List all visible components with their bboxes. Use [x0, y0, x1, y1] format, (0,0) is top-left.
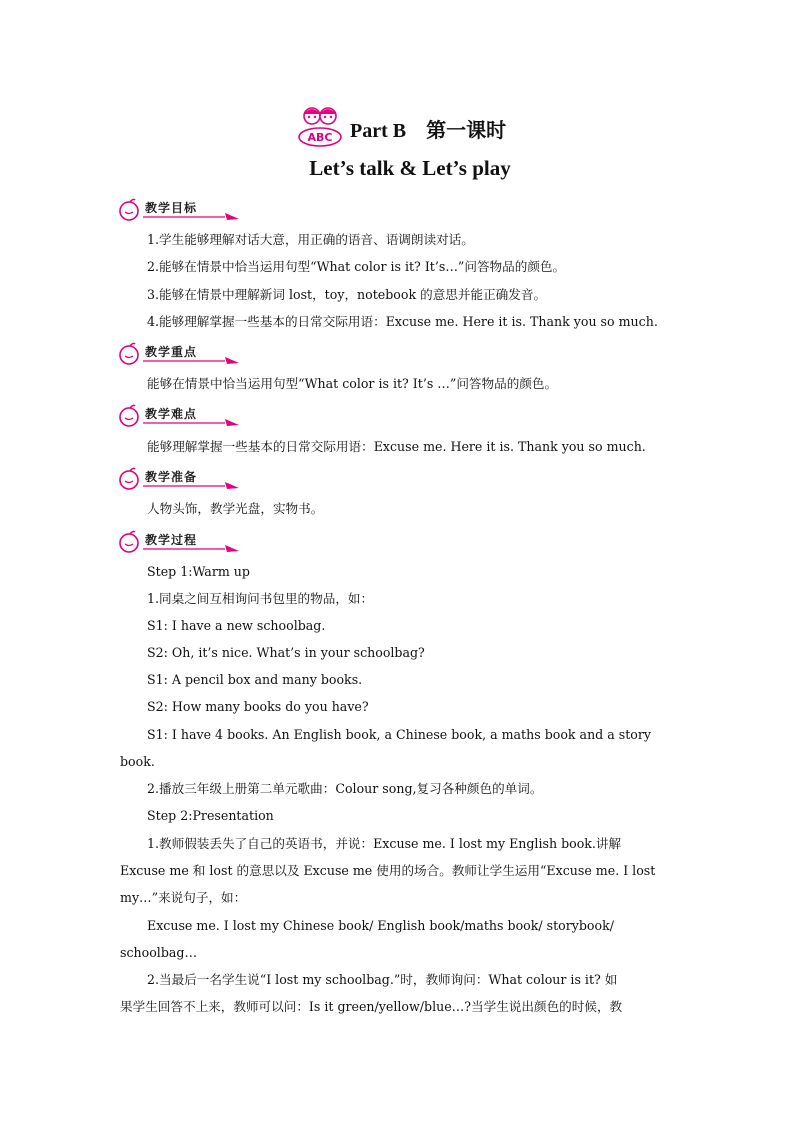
pen-underline-icon — [143, 480, 243, 490]
section-label: 教学重点 — [145, 345, 198, 359]
section-heading-difficulties — [118, 403, 228, 427]
process-line: my…”来说句子，如： — [120, 890, 247, 905]
objective-1: 1.学生能够理解对话大意，用正确的语音、语调朗读对话。 — [147, 232, 474, 247]
kids-abc-logo-icon — [296, 104, 344, 148]
process-line: S2: Oh, it’s nice. What’s in your schoolbag? — [147, 645, 425, 660]
pen-underline-icon — [143, 417, 243, 427]
section-heading-process — [118, 529, 228, 553]
process-line: S1: I have 4 books. An English book, a Chinese book, a maths book and a story — [147, 727, 651, 742]
process-line: 2.当最后一名学生说“I lost my schoolbag.”时，教师询问：What colour is it? 如 — [147, 972, 618, 987]
pen-underline-icon — [143, 355, 243, 365]
section-label: 教学难点 — [145, 407, 198, 421]
process-line: S1: I have a new schoolbag. — [147, 618, 326, 633]
process-line: Step 2:Presentation — [147, 808, 274, 823]
preparation-text: 人物头饰，教学光盘，实物书。 — [147, 501, 324, 516]
process-line: schoolbag… — [120, 945, 198, 960]
logo-text: ABC — [307, 131, 333, 144]
process-line: Step 1:Warm up — [147, 564, 250, 579]
section-label: 教学准备 — [145, 470, 198, 484]
process-line: Excuse me 和 lost 的意思以及 Excuse me 使用的场合。教师让学生运用“Excuse me. I lost — [120, 863, 656, 878]
lesson-title: Let’s talk & Let’s play — [309, 156, 511, 180]
process-line: Excuse me. I lost my Chinese book/ English book/maths book/ storybook/ — [147, 918, 614, 933]
pen-underline-icon — [143, 543, 243, 553]
section-heading-key-points — [118, 341, 228, 365]
process-line: S2: How many books do you have? — [147, 699, 369, 714]
process-line: S1: A pencil box and many books. — [147, 672, 363, 687]
apple-icon — [118, 341, 140, 365]
apple-icon — [118, 403, 140, 427]
section-heading-objectives — [118, 197, 228, 221]
objective-2: 2.能够在情景中恰当运用句型“What color is it? It’s…”问答物品的颜色。 — [147, 259, 566, 274]
pen-underline-icon — [143, 211, 243, 221]
section-label: 教学过程 — [145, 533, 198, 547]
key-points-text: 能够在情景中恰当运用句型“What color is it? It’s …”问答物品的颜色。 — [147, 376, 558, 391]
process-line: 果学生回答不上来，教师可以问：Is it green/yellow/blue…?当学生说出颜色的时候，教 — [120, 999, 623, 1014]
section-label: 教学目标 — [145, 201, 198, 215]
objective-3: 3.能够在情景中理解新词 lost，toy，notebook 的意思并能正确发音。 — [147, 287, 547, 302]
process-line: 1.同桌之间互相询问书包里的物品，如： — [147, 591, 374, 606]
objective-4: 4.能够理解掌握一些基本的日常交际用语：Excuse me. Here it is. Thank you so much. — [147, 314, 658, 329]
process-line: 1.教师假装丢失了自己的英语书，并说：Excuse me. I lost my English book.讲解 — [147, 836, 622, 851]
part-title: Part B 第一课时 — [350, 120, 507, 142]
difficulties-text: 能够理解掌握一些基本的日常交际用语：Excuse me. Here it is. Thank you so much. — [147, 439, 646, 454]
process-line: book. — [120, 754, 155, 769]
apple-icon — [118, 529, 140, 553]
apple-icon — [118, 197, 140, 221]
section-heading-preparation — [118, 466, 228, 490]
process-line: 2.播放三年级上册第二单元歌曲：Colour song,复习各种颜色的单词。 — [147, 781, 543, 796]
title-row — [0, 104, 794, 148]
apple-icon — [118, 466, 140, 490]
